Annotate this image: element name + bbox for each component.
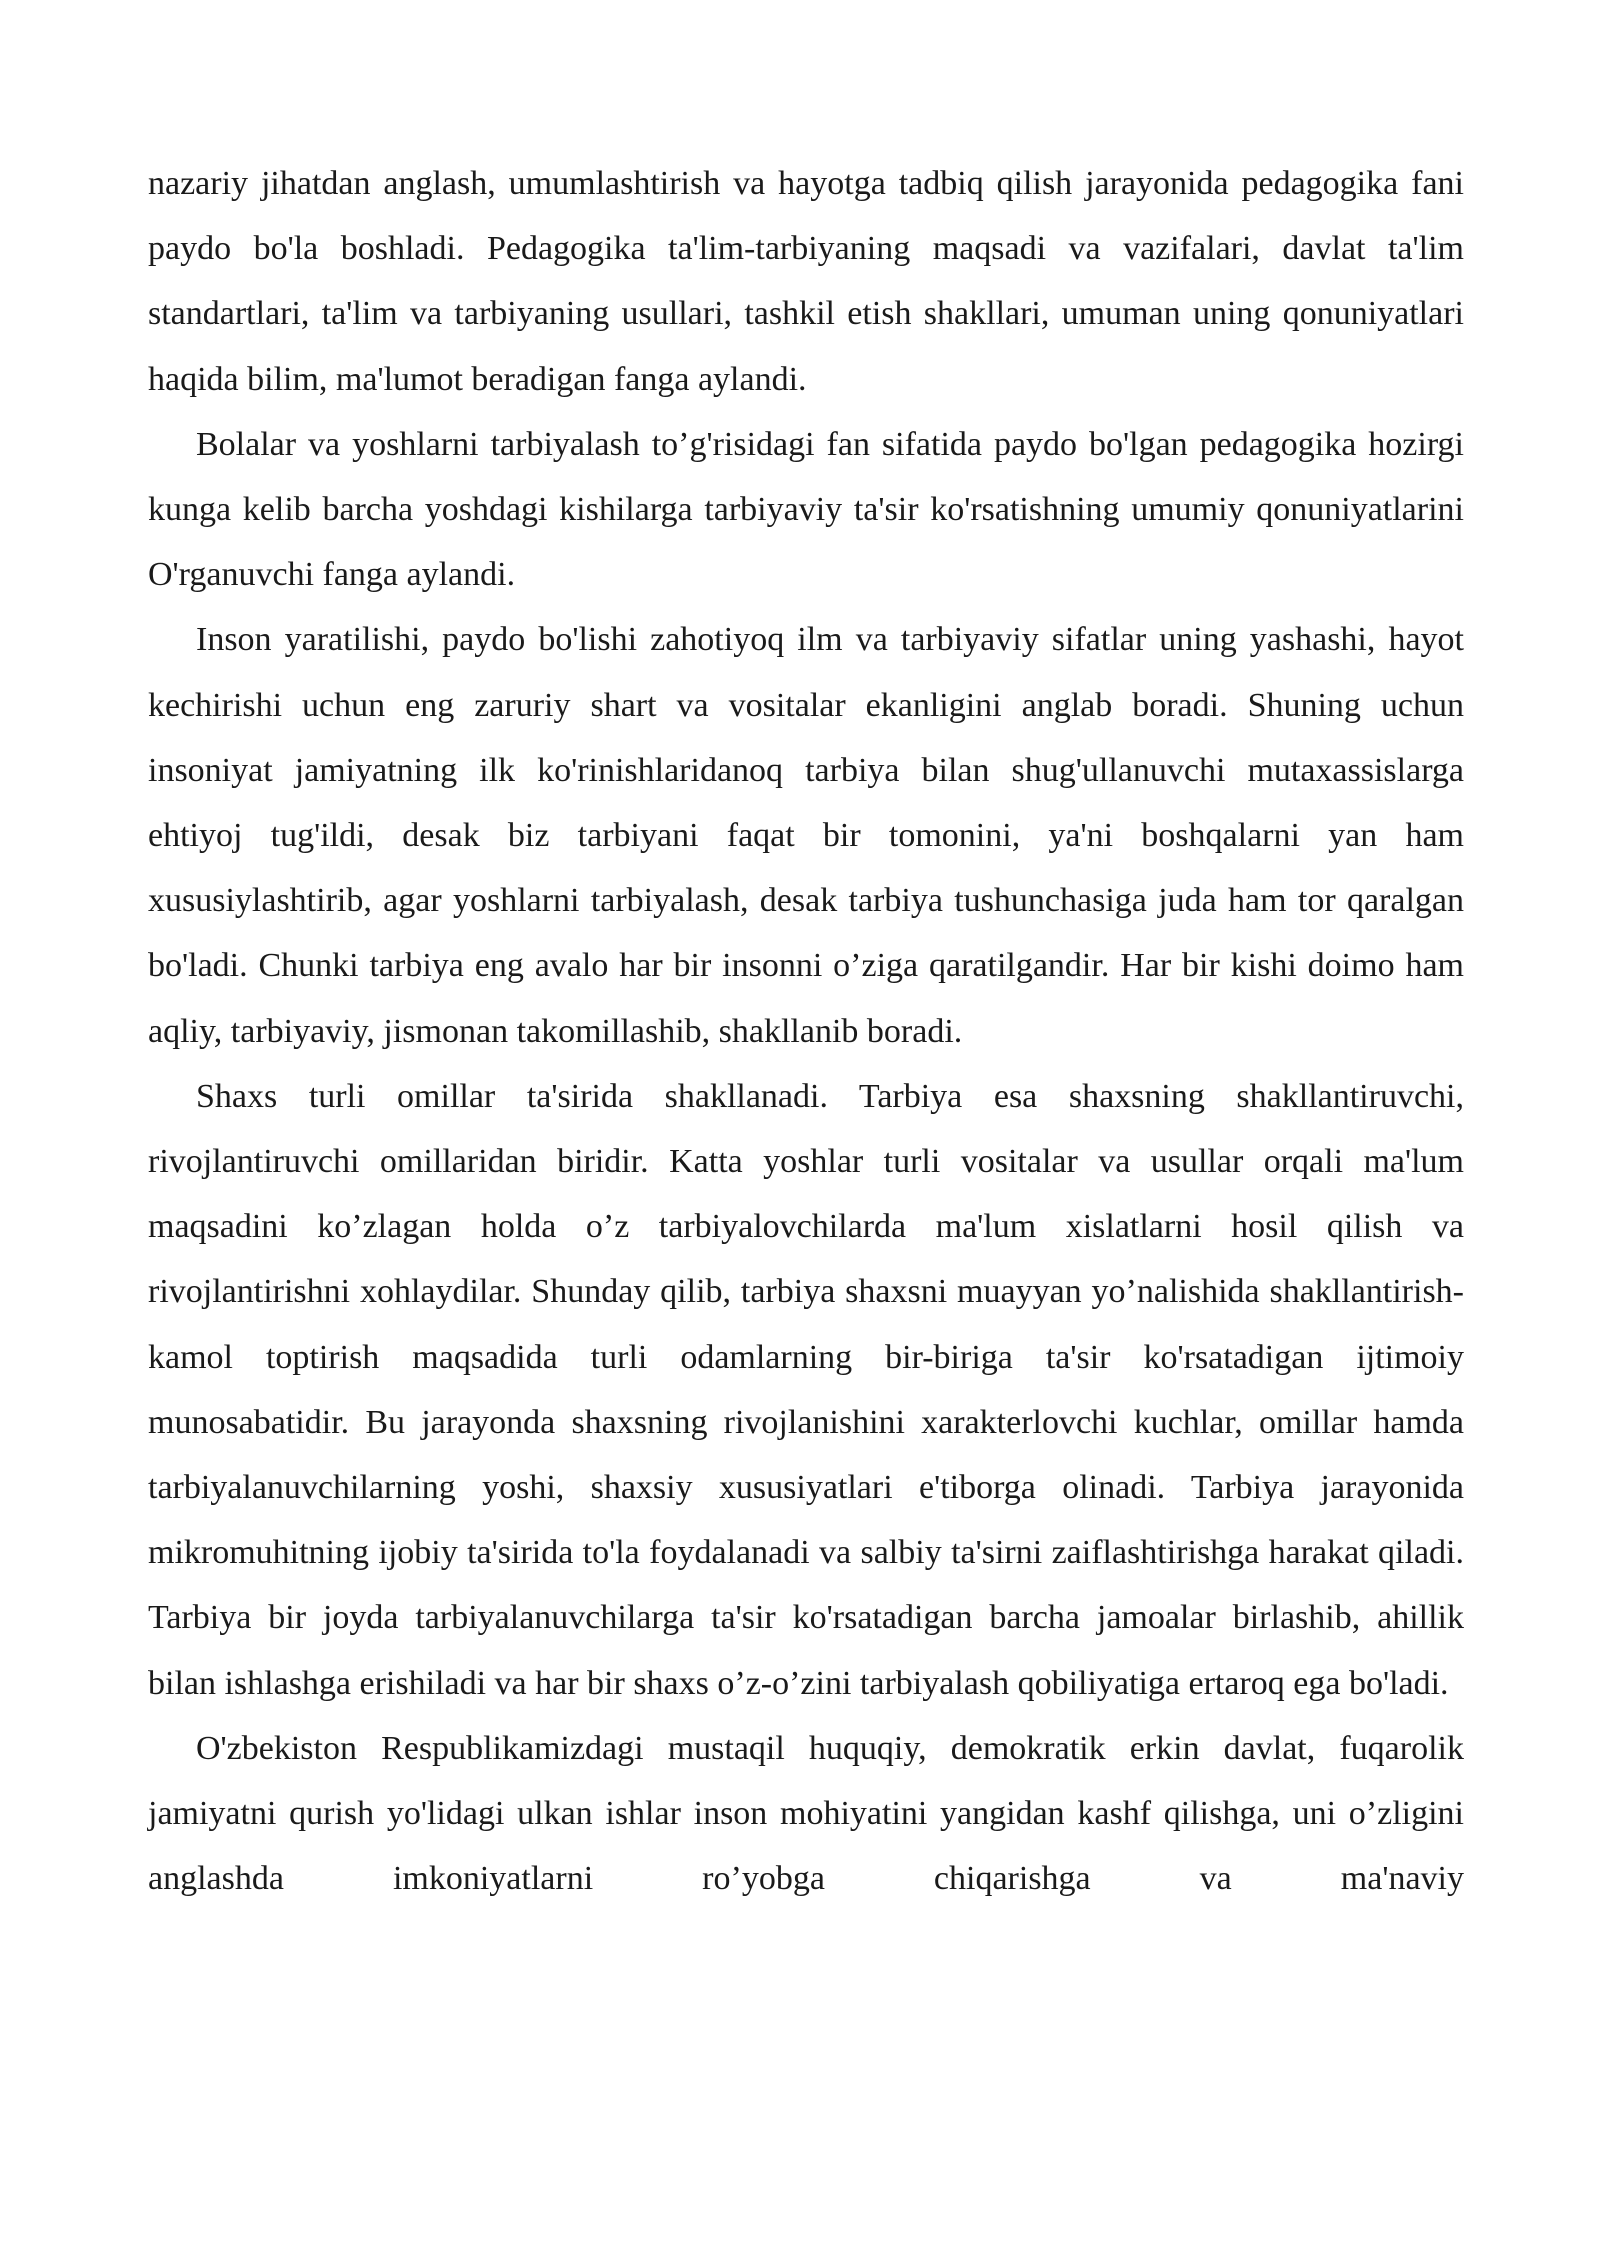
- paragraph-3: Inson yaratilishi, paydo bo'lishi zahotiyoq ilm va tarbiyaviy sifatlar uning yashashi, hayot kechirishi uchun eng zaruriy shart va vositalar ekanligini anglab boradi. Shuning uchun insoniyat jamiyatning ilk ko'rinishlaridanoq tarbiya bilan shug'ullanuvchi mutaxassislarga ehtiyoj tug'ildi, desak biz tarbiyani faqat bir tomonini, ya'ni boshqalarni yan ham xususiylashtirib, agar yoshlarni tarbiyalash, desak tarbiya tushunchasiga juda ham tor qaralgan bo'ladi. Chunki tarbiya eng avalo har bir insonni o’ziga qaratilgandir. Har bir kishi doimo ham aqliy, tarbiyaviy, jismonan takomillashib, shakllanib boradi.: [148, 621, 1464, 1050]
- paragraph-1: nazariy jihatdan anglash, umumlashtirish va hayotga tadbiq qilish jarayonida pedagogika fani paydo bo'la boshladi. Pedagogika ta'lim-tarbiyaning maqsadi va vazifalari, davlat ta'lim standartlari, ta'lim va tarbiyaning usullari, tashkil etish shakllari, umuman uning qonuniyatlari haqida bilim, ma'lumot beradigan fanga aylandi.: [148, 165, 1464, 398]
- paragraph-2: Bolalar va yoshlarni tarbiyalash to’g'risidagi fan sifatida paydo bo'lgan pedagogika hozirgi kunga kelib barcha yoshdagi kishilarga tarbiyaviy ta'sir ko'rsatishning umumiy qonuniyatlarini O'rganuvchi fanga aylandi.: [148, 425, 1464, 594]
- document-page: [148, 151, 1464, 1911]
- paragraph-5: O'zbekiston Respublikamizdagi mustaqil huquqiy, demokratik erkin davlat, fuqarolik jamiyatni qurish yo'lidagi ulkan ishlar inson mohiyatini yangidan kashf qilishga, uni o’zligini anglashda imkoniyatlarni ro’yobga chiqarishga va ma'naviy: [148, 1729, 1464, 1898]
- paragraph-4: Shaxs turli omillar ta'sirida shakllanadi. Tarbiya esa shaxsning shakllantiruvchi, rivojlantiruvchi omillaridan biridir. Katta yoshlar turli vositalar va usullar orqali ma'lum maqsadini ko’zlagan holda o’z tarbiyalovchilarda ma'lum xislatlarni hosil qilish va rivojlantirishni xohlaydilar. Shunday qilib, tarbiya shaxsni muayyan yo’nalishida shakllantirish-kamol toptirish maqsadida turli odamlarning bir-biriga ta'sir ko'rsatadigan ijtimoiy munosabatidir. Bu jarayonda shaxsning rivojlanishini xarakterlovchi kuchlar, omillar hamda tarbiyalanuvchilarning yoshi, shaxsiy xususiyatlari e'tiborga olinadi. Tarbiya jarayonida mikromuhitning ijobiy ta'sirida to'la foydalanadi va salbiy ta'sirni zaiflashtirishga harakat qiladi. Tarbiya bir joyda tarbiyalanuvchilarga ta'sir ko'rsatadigan barcha jamoalar birlashib, ahillik bilan ishlashga erishiladi va har bir shaxs o’z-o’zini tarbiyalash qobiliyatiga ertaroq ega bo'ladi.: [148, 1077, 1464, 1702]
